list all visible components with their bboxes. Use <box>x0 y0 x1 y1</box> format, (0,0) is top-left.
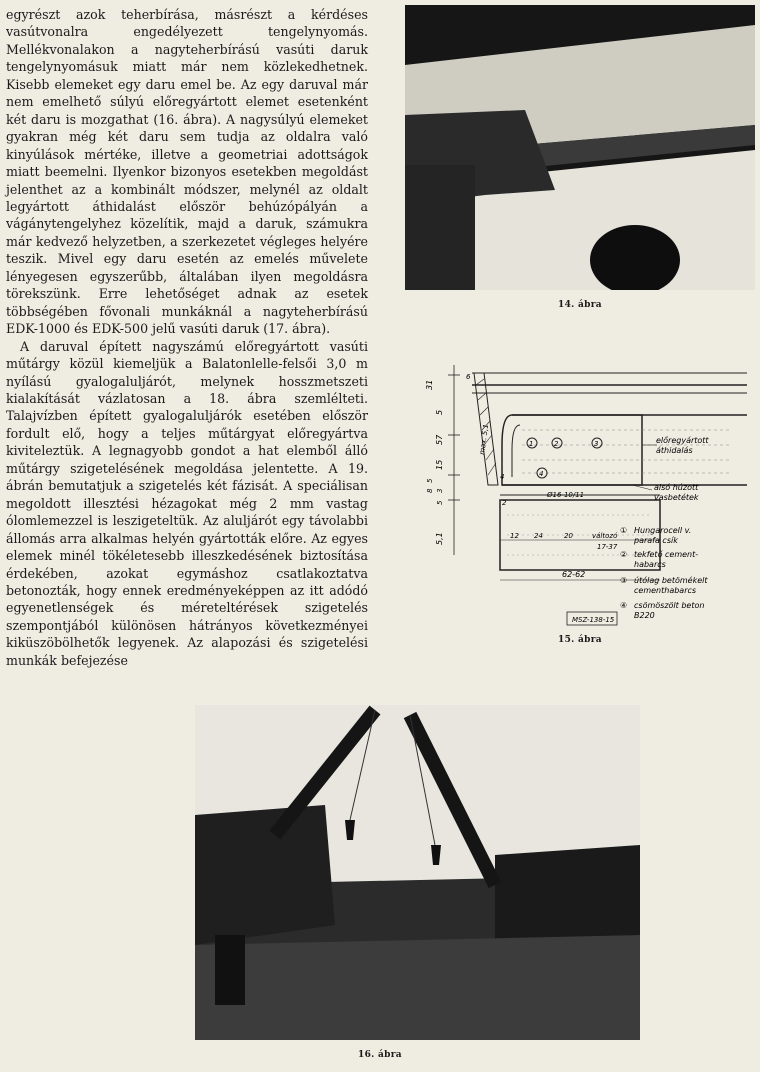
dim-label: 31 <box>425 379 434 390</box>
dim-label: 20 <box>564 532 573 540</box>
legend-text: habarcs <box>634 560 666 569</box>
dim-label: változó <box>592 532 618 540</box>
dim-label: 5 <box>436 500 444 505</box>
legend-num: ③ <box>620 576 628 585</box>
stamp: MSZ-138-15 <box>572 616 615 624</box>
dim-label: 62-62 <box>562 570 586 579</box>
legend-text: parafa csík <box>634 536 678 545</box>
circle-label: 4 <box>539 470 544 478</box>
circle-label: 1 <box>529 440 534 448</box>
circle-label: 2 <box>554 440 559 448</box>
label-precast: áthidalás <box>656 446 693 455</box>
dim-label: 24 <box>534 532 543 540</box>
dim-label: 57 <box>435 434 444 445</box>
figure-14-photo <box>405 5 755 290</box>
dim-label: 3 <box>436 488 444 493</box>
circle-label: 3 <box>594 440 599 448</box>
figure-14-caption: 14. ábra <box>558 300 602 310</box>
dim-label: 5 <box>426 478 434 483</box>
legend-text: cementhabarcs <box>634 586 697 595</box>
figure-16-caption: 16. ábra <box>358 1050 402 1060</box>
dim-label: 12 <box>510 532 519 540</box>
label-precast: előregyártott <box>656 436 709 445</box>
dim-label: 17-37 <box>597 543 618 551</box>
paragraph: egyrészt azok teherbírása, másrészt a kérdéses vasútvonalra engedélyezett tengelynyomás. Mellékvonalakon a nagyteherbírású vasúti daruk tengelynyomásuk miatt már nem közlekedhetnek. Kisebb elemeket egy daru emel be. Az egy daruval már nem emelhető súlyú előregyártott elemet esetenként két daru is mozgathat (16. ábra). A nagysúlyú elemeket gyakran még két daru sem tudja az oldalra való kinyúlások mértéke, illetve a geometriai adottságok miatt beemelni. Ilyenkor bizonyos esetekben megoldást jelenthet az a kombinált módszer, melynél az oldalt legyártott áthidalást először behúzópályán a vágánytengelyhez közelítik, majd a daruk, számukra már kedvező helyzetben, a szerkezetet végleges helyére teszik. Mivel egy daru esetén az emelés művelete lényegesen egyszerűbb, általában ilyen megoldásra törekszünk. Erre lehetőséget adnak az esetek többségében fővonali munkáknál a nagyteherbírású EDK-1000 és EDK-500 jelű vasúti daruk (17. ábra). <box>6 7 368 337</box>
dim-label: 4 <box>500 473 505 481</box>
dim-label: 15 <box>435 459 444 470</box>
legend-text: csömöszölt beton <box>634 601 705 610</box>
legend-num: ② <box>620 550 628 559</box>
legend-text: B220 <box>634 611 655 620</box>
legend-text: útólag betömékelt <box>634 576 708 585</box>
legend-num: ① <box>620 526 628 535</box>
figure-16-photo <box>195 705 640 1040</box>
dim-label: Ø16-10/11 <box>547 491 585 499</box>
figure-15-caption: 15. ábra <box>558 635 602 645</box>
legend-text: Hungarocell v. <box>634 526 692 535</box>
dim-label: 8 <box>426 488 434 493</box>
dim-label: max. 5,1 <box>478 423 491 456</box>
label-lower: alsó húzott <box>654 483 699 492</box>
legend-num: ④ <box>620 601 628 610</box>
figure-15-diagram <box>402 355 754 633</box>
dim-label: 6 <box>466 373 471 381</box>
paragraph: A daruval épített nagyszámú előregyártott vasúti műtárgy közül kiemeljük a Balatonlelle-felsői 3,0 m nyílású gyalogaluljárót, melynek hosszmetszeti kialakítását vázlatosan a 18. ábra szemlélteti. Talajvízben épített gyalogaluljárók esetében először fordult elő, hogy a teljes műtárgyat előregyártva kiviteleztük. A legnagyobb gondot a hat elemből álló műtárgy szigetelésének megoldása jelentette. A 19. ábrán bemutatjuk a szigetelés két fázisát. A speciálisan megoldott illesztési hézagokat még 2 mm vastag ólomlemezzel is leszigeteltük. Az aluljárót egy távolabbi állomás arra alkalmas helyén gyártották előre. Az egyes elemek minél tökéletesebb illeszkedésének biztosítása érdekében, azokat egymáshoz csatlakoztatva betonozták, hogy ennek eredményeképpen az itt adódó egyenetlenségek és méreteltérések szigetelés szempontjából különösen hátrányos következményei kiküszöbölhetők legyenek. Az alapozási és szigetelési munkák befejezése <box>6 338 368 668</box>
dim-label: 5,1 <box>435 532 444 545</box>
dim-label: 5 <box>435 409 444 415</box>
diagram-legend <box>620 526 708 620</box>
article-text <box>6 6 368 669</box>
dim-label: 2 <box>502 499 507 507</box>
label-lower: vasbetétek <box>654 493 699 502</box>
legend-text: tekfető cement- <box>634 550 699 559</box>
